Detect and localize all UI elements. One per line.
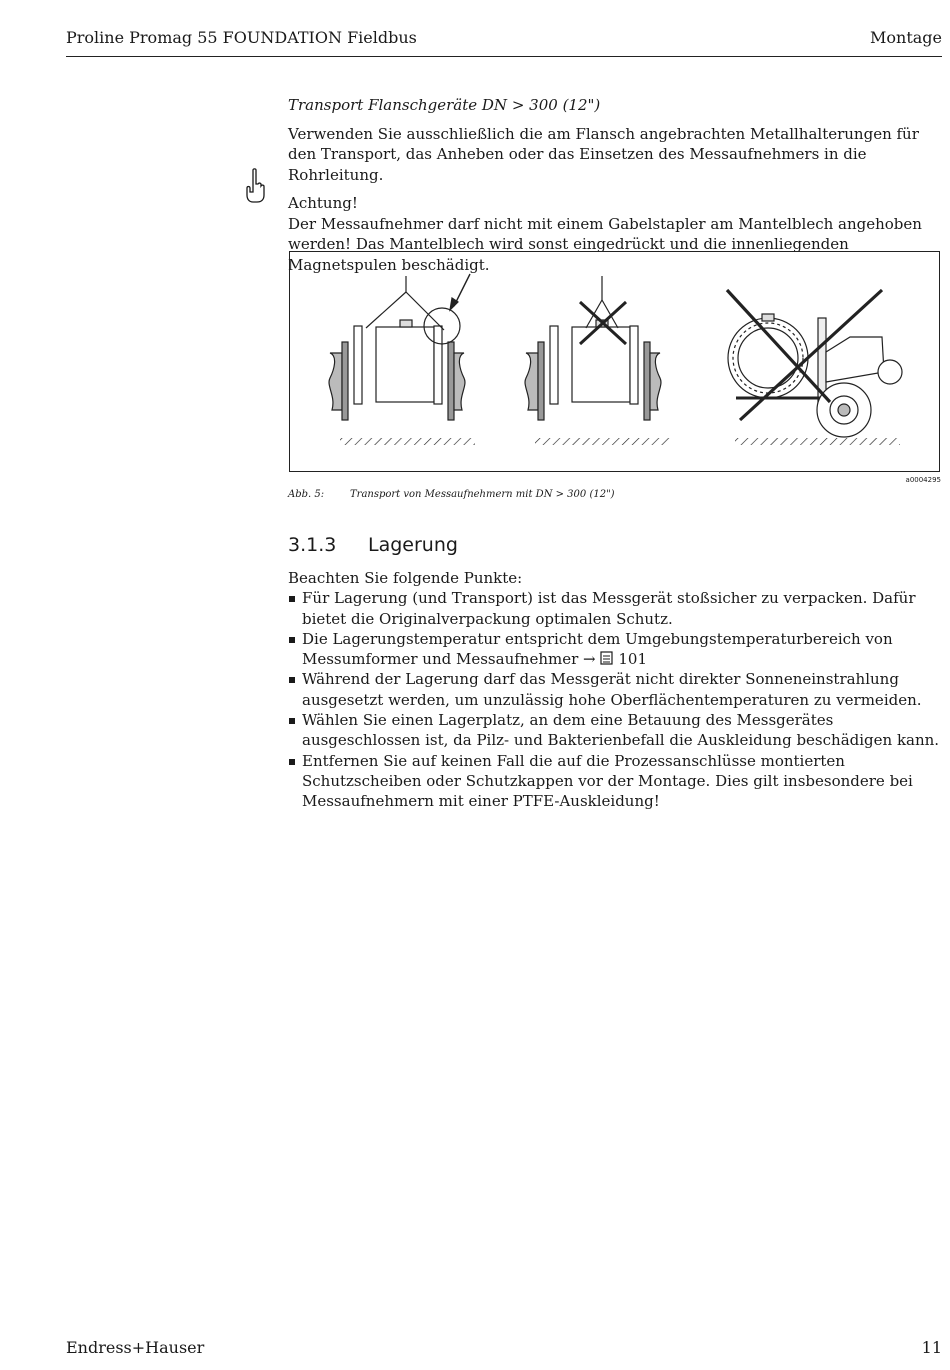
storage-list bbox=[288, 588, 944, 811]
storage-intro: Beachten Sie folgende Punkte: bbox=[288, 569, 523, 587]
footer-company: Endress+Hauser bbox=[66, 1338, 205, 1357]
list-item: Wählen Sie einen Lagerplatz, an dem eine Betauung des Messgerätes ausgeschlossen ist, da Pilz- und Bakterienbefall die Auskleidung beschädigen kann. bbox=[288, 710, 944, 751]
figure-wrong-lifting bbox=[525, 276, 670, 445]
figure-correct-lifting bbox=[329, 274, 475, 445]
section-heading bbox=[288, 534, 458, 556]
bullet-icon bbox=[289, 718, 295, 724]
storage-section bbox=[288, 568, 944, 812]
page-reference-link[interactable]: 101 bbox=[618, 650, 647, 669]
bullet-icon bbox=[289, 677, 295, 683]
bullet-icon bbox=[289, 637, 295, 643]
transport-subtitle: Transport Flanschgeräte DN > 300 (12") bbox=[288, 96, 601, 114]
transport-section bbox=[288, 95, 944, 275]
figure-number: Abb. 5: bbox=[288, 489, 325, 500]
figure-caption-text: Transport von Messaufnehmern mit DN > 300 (12") bbox=[350, 489, 615, 500]
bullet-icon bbox=[289, 596, 295, 602]
header-title: Proline Promag 55 FOUNDATION Fieldbus bbox=[66, 28, 417, 47]
warning-title: Achtung! bbox=[288, 194, 358, 212]
list-item: Während der Lagerung darf das Messgerät nicht direkter Sonneneinstrahlung ausgesetzt werden, um unzulässig hohe Oberflächentemperaturen zu vermeiden. bbox=[288, 669, 944, 710]
figure-caption bbox=[288, 489, 615, 500]
bullet-icon bbox=[289, 759, 295, 765]
page-reference-icon bbox=[600, 651, 613, 665]
list-item: Die Lagerungstemperatur entspricht dem Umgebungstemperaturbereich von Messumformer und Messaufnehmer → 101 bbox=[288, 629, 944, 670]
transport-figure bbox=[289, 251, 940, 472]
section-number: 3.1.3 bbox=[288, 534, 337, 556]
header-divider bbox=[66, 56, 942, 57]
footer-page-number: 11 bbox=[921, 1338, 942, 1357]
transport-paragraph: Verwenden Sie ausschließlich die am Flansch angebrachten Metallhalterungen für den Transport, das Anheben oder das Einsetzen des Messaufnehmers in die Rohrleitung. bbox=[288, 124, 919, 184]
header-chapter: Montage bbox=[870, 28, 942, 47]
figure-forklift-forbidden bbox=[727, 290, 902, 445]
warning-text: Der Messaufnehmer darf nicht mit einem Gabelstapler am Mantelblech angehoben werden! Das Mantelblech wird sonst eingedrückt und die innenliegenden Magnetspulen beschädigt. bbox=[288, 214, 922, 274]
list-item: Entfernen Sie auf keinen Fall die auf die Prozessanschlüsse montierten Schutzscheiben oder Schutzkappen vor der Montage. Dies gilt insbesondere bei Messaufnehmern mit einer PTFE-Auskleidung! bbox=[288, 751, 944, 812]
pointing-hand-icon bbox=[244, 168, 266, 204]
transport-illustration bbox=[290, 252, 941, 473]
section-title: Lagerung bbox=[368, 534, 458, 556]
list-item: Für Lagerung (und Transport) ist das Messgerät stoßsicher zu verpacken. Dafür bietet die Originalverpackung optimalen Schutz. bbox=[288, 588, 944, 629]
figure-code: a0004295 bbox=[905, 476, 941, 484]
